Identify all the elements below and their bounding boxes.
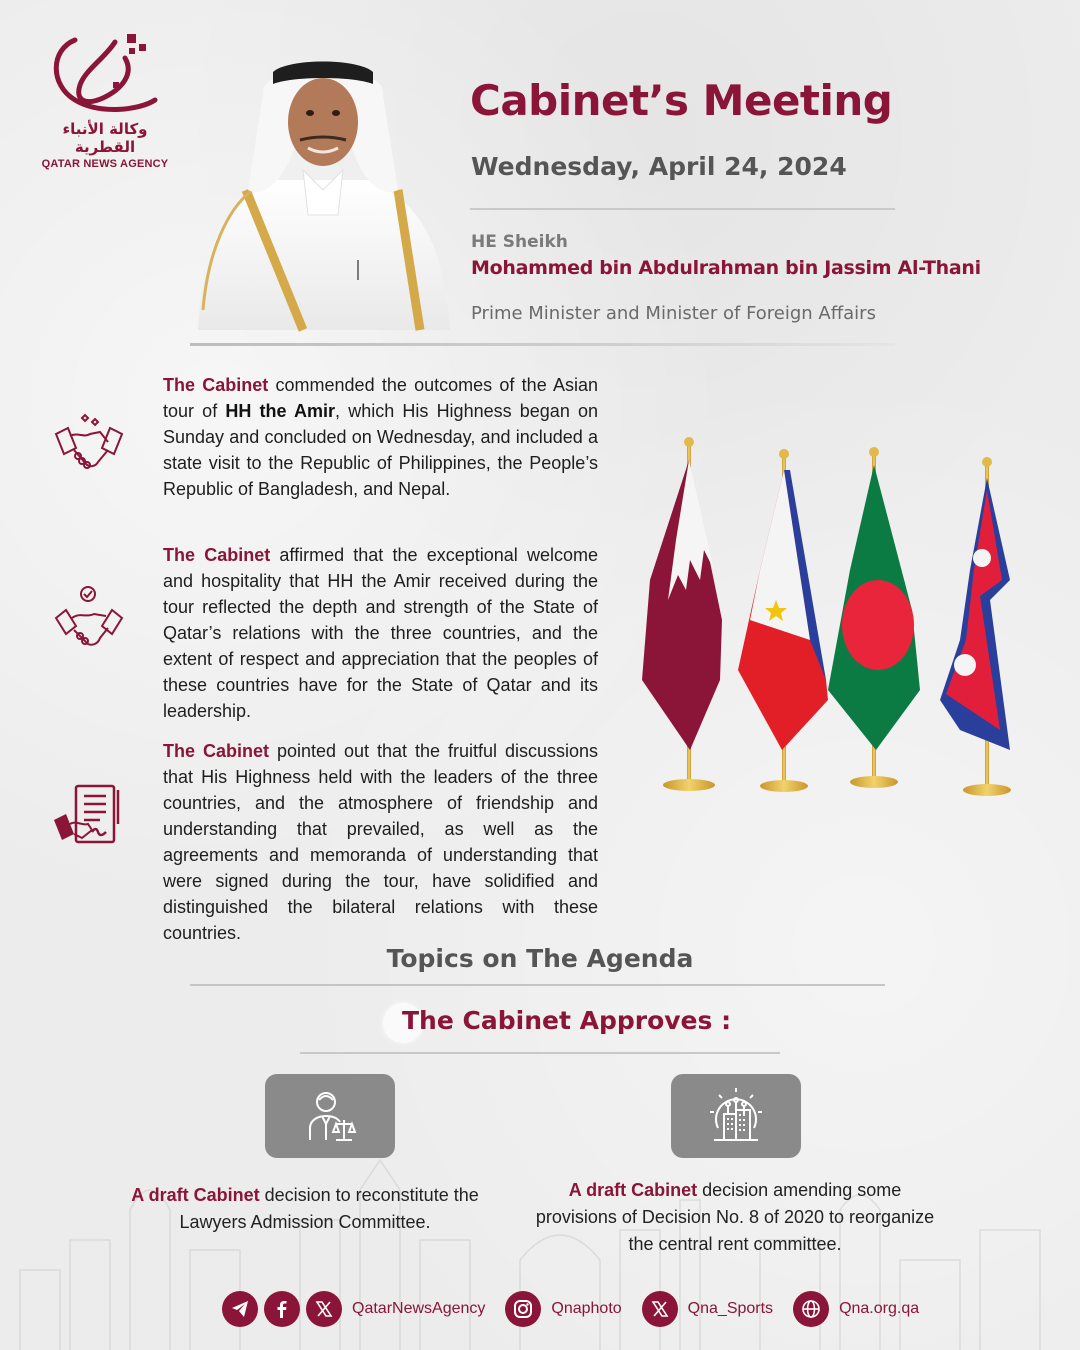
website-link[interactable]: Qna.org.qa [839, 1300, 920, 1317]
social-handle-qna-sports[interactable]: Qna_Sports [687, 1300, 774, 1317]
social-handle-qnaphoto[interactable]: Qnaphoto [551, 1300, 622, 1317]
agenda-item-lead: A draft Cabinet [131, 1185, 260, 1205]
telegram-icon[interactable] [222, 1291, 258, 1327]
qna-logo [30, 30, 180, 170]
flag-qatar [642, 437, 722, 791]
social-footer [222, 1290, 933, 1328]
logo-arabic-text: وكالة الأنباء القطرية [62, 120, 148, 156]
hh-the-amir: HH the Amir [225, 401, 336, 421]
paragraph-lead: The Cabinet [163, 545, 271, 565]
globe-icon[interactable] [793, 1291, 829, 1327]
handshake-check-icon [52, 582, 126, 656]
flag-bangladesh [828, 447, 920, 788]
handshake-icon [52, 408, 126, 482]
flags-illustration [630, 430, 1030, 810]
instagram-icon[interactable] [505, 1291, 541, 1327]
building-gear-icon [706, 1086, 766, 1146]
x-icon[interactable] [642, 1291, 678, 1327]
paragraph-tour-outcomes: The Cabinet commended the outcomes of the Asian tour of HH the Amir, which His Highness began on Sunday and concluded on Wednesday, and included a state visit to the Republic of Philippines, the People’s Republic of Bangladesh, and Nepal. [163, 375, 599, 499]
paragraph-lead: The Cabinet [163, 375, 269, 395]
topic-icon-box [265, 1074, 395, 1158]
divider [190, 984, 885, 986]
prime-minister-role: Prime Minister and Minister of Foreign Affairs [471, 303, 876, 324]
facebook-icon[interactable] [264, 1291, 300, 1327]
agenda-item-lawyers-committee: A draft Cabinet decision to reconstitute the Lawyers Admission Committee. [131, 1185, 479, 1232]
divider [190, 343, 895, 346]
paragraph-hospitality: The Cabinet affirmed that the exceptional welcome and hospitality that HH the Amir received during the tour reflected the depth and strength of the State of Qatar’s relations with the three countries, and the extent of respect and appreciation that the peoples of these countries have for the State of Qatar and its leadership. [163, 545, 598, 721]
agenda-heading: Topics on The Agenda [386, 944, 694, 973]
divider [470, 208, 895, 210]
paragraph-discussions: The Cabinet pointed out that the fruitful discussions that His Highness held with the leaders of the three countries, and the atmosphere of friendship and understanding that prevailed, as well as the agreements and memoranda of understanding that were signed during the tour, have solidified and distinguished the bilateral relations with these countries. [163, 741, 598, 943]
flag-philippines [738, 449, 828, 792]
x-icon[interactable] [306, 1291, 342, 1327]
cabinet-approves-heading: The Cabinet Approves : [402, 1006, 732, 1035]
flag-nepal [940, 457, 1011, 796]
page-title: Cabinet’s Meeting [470, 76, 893, 125]
logo-english-text: QATAR NEWS AGENCY [41, 158, 169, 170]
prime-minister-name: Mohammed bin Abdulrahman bin Jassim Al-Thani [471, 257, 981, 279]
divider [300, 1052, 780, 1054]
agenda-item-lead: A draft Cabinet [568, 1180, 698, 1200]
qna-emblem-icon [45, 30, 165, 118]
paragraph-lead: The Cabinet [163, 741, 269, 761]
prime-minister-portrait [188, 40, 458, 335]
lawyer-scales-icon [302, 1088, 358, 1144]
topic-icon-box [671, 1074, 801, 1158]
social-handle-qna[interactable]: QatarNewsAgency [352, 1300, 486, 1317]
honorific: HE Sheikh [471, 232, 568, 252]
agenda-item-rent-committee: A draft Cabinet decision amending some provisions of Decision No. 8 of 2020 to reorganize the central rent committee. [535, 1180, 935, 1254]
meeting-date: Wednesday, April 24, 2024 [471, 152, 847, 181]
agreement-document-icon [52, 780, 126, 854]
